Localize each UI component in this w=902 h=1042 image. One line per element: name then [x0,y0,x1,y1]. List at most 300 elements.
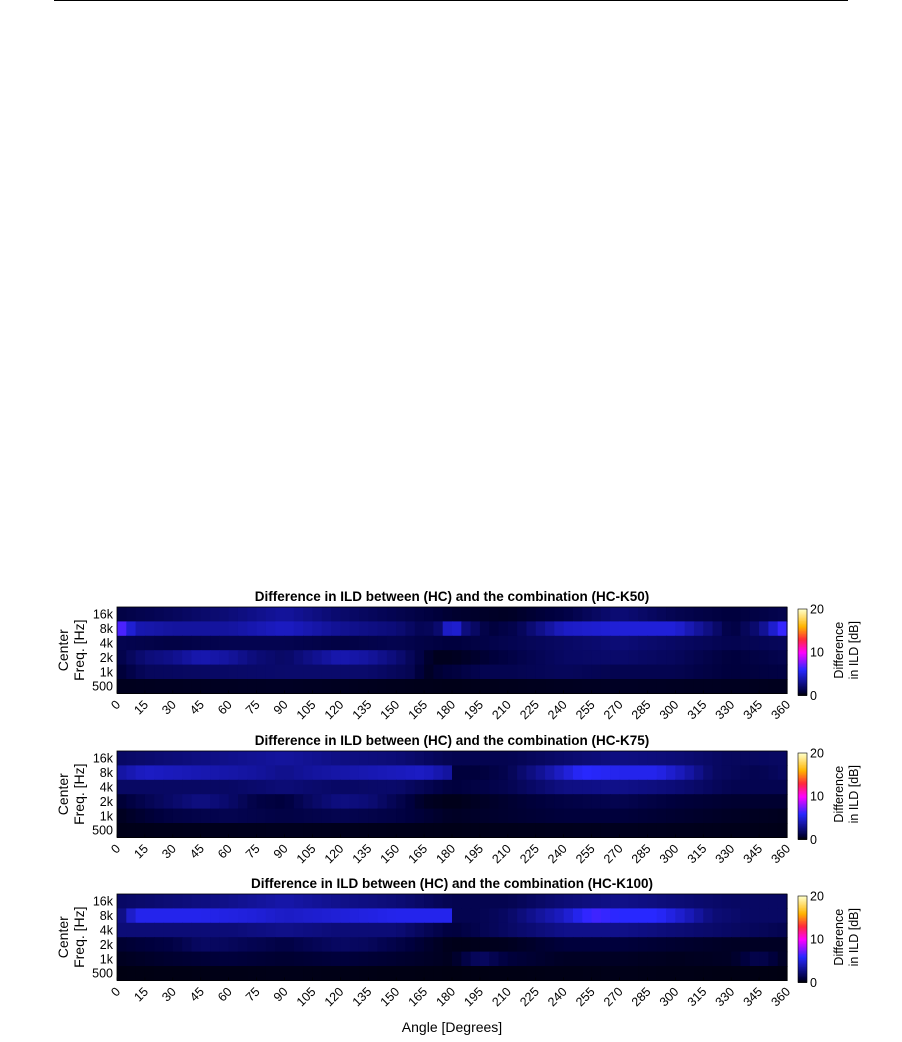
heatmap-cell [638,923,648,938]
heatmap-cell [703,621,713,636]
heatmap-cell [285,607,295,622]
x-tick-label: 165 [405,841,431,867]
heatmap-cell [378,621,388,636]
heatmap-cell [768,923,778,938]
x-tick-label: 195 [461,984,487,1010]
heatmap-cell [722,751,732,766]
heatmap-cell [471,823,481,838]
heatmap-cell [499,650,509,665]
x-tick-label: 60 [215,697,235,718]
y-tick-label: 2k [99,937,113,952]
heatmap-cell [154,823,164,838]
heatmap-cell [219,636,229,651]
heatmap-cell [778,923,788,938]
heatmap-cell [685,621,695,636]
heatmap-cell [378,650,388,665]
heatmap-cell [536,751,546,766]
heatmap-cell [703,679,713,694]
heatmap-cell [405,952,415,967]
heatmap-cell [610,751,620,766]
heatmap-cell [229,751,239,766]
x-tick-label: 0 [108,841,124,857]
heatmap-cell [592,650,602,665]
heatmap-cell [164,621,174,636]
heatmap-cell [778,780,788,795]
heatmap-cell [647,794,657,809]
colorbar-tick-label: 0 [810,688,817,703]
heatmap-cell [424,809,434,824]
heatmap-cell [601,650,611,665]
heatmap-cell [750,751,760,766]
x-tick-label: 330 [712,984,738,1010]
heatmap-cell [675,894,685,909]
heatmap-cell [461,937,471,952]
heatmap-cell [368,923,378,938]
heatmap-cell [247,823,257,838]
heatmap-cell [489,751,499,766]
heatmap-cell [564,809,574,824]
heatmap-cell [443,679,453,694]
heatmap-cell [117,636,127,651]
heatmap-cell [247,952,257,967]
heatmap-cell [210,937,220,952]
heatmap-cell [685,607,695,622]
x-tick-label: 240 [545,841,570,867]
heatmap-cell [461,751,471,766]
heatmap-cell [350,823,360,838]
heatmap-cell [164,952,174,967]
heatmap-cell [508,937,518,952]
heatmap-cell [536,794,546,809]
heatmap-cell [191,679,201,694]
heatmap-cell [554,607,564,622]
heatmap-cell [415,966,425,981]
heatmap-cell [452,794,462,809]
heatmap-cell [638,665,648,680]
colorbar-tick-label: 20 [810,602,824,617]
heatmap-cell [713,809,723,824]
heatmap-cell [638,765,648,780]
heatmap-cell [545,665,555,680]
heatmap-cell [182,952,192,967]
heatmap-cell [126,636,136,651]
heatmap-cell [573,923,583,938]
heatmap-cell [675,650,685,665]
heatmap-cell [508,765,518,780]
heatmap-cell [433,636,443,651]
heatmap-cell [685,952,695,967]
heatmap-cell [424,765,434,780]
heatmap-cell [145,937,155,952]
heatmap-cell [582,894,592,909]
heatmap-cell [554,809,564,824]
heatmap-cell [629,937,639,952]
heatmap-cell [275,780,285,795]
heatmap-cell [219,665,229,680]
heatmap-cell [526,751,536,766]
heatmap-cell [601,923,611,938]
heatmap-cell [750,937,760,952]
heatmap-cell [778,908,788,923]
heatmap-cell [266,607,276,622]
heatmap-cell [703,665,713,680]
heatmap-cell [647,966,657,981]
heatmap-cell [610,636,620,651]
heatmap-cell [731,794,741,809]
heatmap-cell [257,908,267,923]
heatmap-cell [750,966,760,981]
heatmap-cell [145,650,155,665]
heatmap-cell [452,751,462,766]
heatmap-cell [154,923,164,938]
heatmap-cell [526,679,536,694]
heatmap-cell [266,765,276,780]
heatmap-cell [219,952,229,967]
heatmap-cell [471,751,481,766]
x-tick-label: 225 [517,984,542,1010]
heatmap-cell [526,636,536,651]
heatmap-cell [536,765,546,780]
heatmap-cell [592,665,602,680]
heatmap-cell [303,650,313,665]
heatmap-cell [610,809,620,824]
heatmap-cell [229,809,239,824]
x-tick-label: 180 [433,841,459,867]
x-tick-label: 120 [321,841,347,867]
heatmap-cell [471,636,481,651]
heatmap-cell [154,794,164,809]
heatmap-cell [340,823,350,838]
heatmap-cell [210,809,220,824]
x-tick-label: 105 [293,984,319,1010]
heatmap-cell [573,650,583,665]
x-tick-label: 45 [187,697,207,718]
heatmap-cell [461,966,471,981]
heatmap-cell [433,665,443,680]
heatmap-cell [275,908,285,923]
heatmap-cell [275,823,285,838]
heatmap-cell [666,665,676,680]
heatmap-cell [359,665,369,680]
heatmap-cell [257,952,267,967]
x-tick-label: 30 [159,697,179,718]
heatmap-cell [424,607,434,622]
heatmap-cell [368,823,378,838]
heatmap-cell [768,809,778,824]
heatmap-cell [219,621,229,636]
heatmap-cell [331,665,341,680]
heatmap-cell [647,665,657,680]
x-tick-label: 75 [242,841,263,862]
heatmap-cell [145,765,155,780]
heatmap-cell [573,679,583,694]
heatmap-cell [508,923,518,938]
heatmap-cell [768,665,778,680]
heatmap-cell [424,751,434,766]
heatmap-cell [164,751,174,766]
heatmap-cell [359,794,369,809]
heatmap-cell [340,751,350,766]
heatmap-cell [303,780,313,795]
heatmap-cell [219,809,229,824]
heatmap-cell [275,794,285,809]
heatmap-cell [471,679,481,694]
heatmap-cell [443,823,453,838]
heatmap-cell [499,679,509,694]
heatmap-cell [368,765,378,780]
heatmap-cell [722,952,732,967]
heatmap-cell [359,607,369,622]
heatmap-cell [359,780,369,795]
heatmap-cell [740,679,750,694]
heatmap-cell [759,937,769,952]
heatmap-cell [145,823,155,838]
heatmap-cell [480,665,490,680]
heatmap-cell [471,607,481,622]
x-tick-label: 255 [573,697,598,723]
heatmap-cell [396,937,406,952]
heatmap-cell [312,607,322,622]
heatmap-cell [229,636,239,651]
heatmap-cell [740,937,750,952]
heatmap-cell [592,636,602,651]
heatmap-cell [638,894,648,909]
heatmap-cell [703,908,713,923]
heatmap-cell [368,794,378,809]
heatmap-cell [238,823,248,838]
heatmap-cell [201,937,211,952]
heatmap-cell [536,908,546,923]
heatmap-cell [126,894,136,909]
heatmap-cell [582,607,592,622]
heatmap-cell [257,780,267,795]
heatmap-cell [275,765,285,780]
panel-title: Difference in ILD between (HC) and the combination (HC-K50) [254,589,650,604]
colorbar-label: in ILD [dB] [847,765,861,824]
heatmap-cell [713,823,723,838]
heatmap-cell [275,894,285,909]
heatmap-cell [657,966,667,981]
heatmap-cell [145,679,155,694]
heatmap-cell [703,894,713,909]
heatmap-cell [461,665,471,680]
x-tick-label: 90 [270,697,291,718]
heatmap-cell [136,809,146,824]
heatmap-cell [257,621,267,636]
heatmap-cell [117,937,127,952]
heatmap-cell [685,636,695,651]
heatmap-cell [257,679,267,694]
heatmap-cell [182,621,192,636]
heatmap-cell [136,650,146,665]
heatmap-cell [219,650,229,665]
x-tick-label: 345 [740,984,766,1010]
heatmap-cell [685,665,695,680]
heatmap-cell [322,937,332,952]
heatmap-cell [620,908,630,923]
heatmap-cell [312,794,322,809]
x-tick-label: 240 [545,697,570,723]
heatmap-cell [461,621,471,636]
heatmap-cell [145,751,155,766]
panel-title: Difference in ILD between (HC) and the combination (HC-K75) [254,733,650,748]
heatmap-cell [229,908,239,923]
heatmap-cell [592,894,602,909]
heatmap-cell [247,923,257,938]
heatmap-cell [499,607,509,622]
heatmap-cell [620,966,630,981]
x-tick-label: 90 [270,841,291,862]
heatmap-cell [759,809,769,824]
heatmap-cell [322,765,332,780]
heatmap-cell [219,894,229,909]
x-tick-label: 135 [349,841,375,867]
heatmap-cell [722,894,732,909]
heatmap-cell [247,665,257,680]
y-axis-label: Center [55,916,71,959]
heatmap-cell [647,894,657,909]
heatmap-cell [554,908,564,923]
heatmap-cell [117,809,127,824]
heatmap-cell [657,665,667,680]
heatmap-cell [117,794,127,809]
heatmap-cell [173,923,183,938]
heatmap-cell [443,809,453,824]
heatmap-cell [331,794,341,809]
heatmap-cell [564,751,574,766]
heatmap-cell [452,665,462,680]
heatmap-cell [191,650,201,665]
heatmap-cell [582,937,592,952]
heatmap-cell [322,794,332,809]
heatmap-cell [294,751,304,766]
heatmap-cell [229,937,239,952]
heatmap-cell [461,636,471,651]
heatmap-cell [154,636,164,651]
heatmap-cell [126,751,136,766]
heatmap-cell [387,665,397,680]
heatmap-cell [415,823,425,838]
heatmap-cell [554,794,564,809]
heatmap-cell [415,751,425,766]
heatmap-cell [275,923,285,938]
heatmap-cell [638,636,648,651]
heatmap-cell [266,679,276,694]
heatmap-panel-2 [55,733,861,866]
heatmap-cell [675,780,685,795]
heatmap-cell [471,809,481,824]
heatmap-cell [443,751,453,766]
heatmap-cell [312,636,322,651]
heatmap-cell [229,665,239,680]
heatmap-cell [145,621,155,636]
heatmap-cell [285,780,295,795]
x-tick-label: 330 [712,841,738,867]
heatmap-cell [433,809,443,824]
heatmap-cell [685,751,695,766]
heatmap-cell [173,636,183,651]
heatmap-cell [731,636,741,651]
heatmap-cell [536,952,546,967]
heatmap-cell [731,823,741,838]
x-tick-label: 315 [684,697,710,723]
heatmap-cell [638,908,648,923]
heatmap-cell [275,607,285,622]
heatmap-cell [331,966,341,981]
heatmap-cell [136,765,146,780]
heatmap-cell [703,780,713,795]
heatmap-cell [433,966,443,981]
heatmap-cell [405,607,415,622]
heatmap-cell [415,952,425,967]
heatmap-cell [368,665,378,680]
heatmap-cell [471,650,481,665]
heatmap-cell [601,966,611,981]
heatmap-cell [750,894,760,909]
heatmap-cell [703,650,713,665]
y-tick-label: 500 [92,823,113,838]
heatmap-cell [452,765,462,780]
heatmap-cell [666,650,676,665]
heatmap-cell [620,650,630,665]
heatmap-cell [433,679,443,694]
heatmap-cell [368,894,378,909]
heatmap-cell [145,607,155,622]
heatmap-cell [164,765,174,780]
heatmap-cell [675,908,685,923]
heatmap-cell [154,966,164,981]
heatmap-cell [657,937,667,952]
heatmap-cell [610,607,620,622]
heatmap-cell [210,679,220,694]
heatmap-cell [182,937,192,952]
heatmap-cell [303,894,313,909]
heatmap-cell [210,765,220,780]
heatmap-cell [303,923,313,938]
heatmap-cell [350,665,360,680]
heatmap-cell [508,607,518,622]
heatmap-cell [117,751,127,766]
heatmap-cell [126,650,136,665]
heatmap-cell [331,679,341,694]
heatmap-cell [601,621,611,636]
heatmap-cell [415,665,425,680]
heatmap-cell [257,966,267,981]
heatmap-cell [173,908,183,923]
heatmap-cell [573,765,583,780]
heatmap-cell [322,908,332,923]
heatmap-cell [303,937,313,952]
heatmap-cell [554,952,564,967]
y-axis-label: Freq. [Hz] [71,619,87,681]
heatmap-cell [247,650,257,665]
heatmap-cell [378,765,388,780]
heatmap-cell [647,780,657,795]
heatmap-cell [378,823,388,838]
heatmap-cell [173,665,183,680]
heatmap-cell [620,751,630,766]
heatmap-cell [731,809,741,824]
heatmap-cell [564,765,574,780]
heatmap-cell [759,923,769,938]
heatmap-cell [675,765,685,780]
heatmap-cell [182,607,192,622]
heatmap-cell [415,679,425,694]
heatmap-cell [675,621,685,636]
colorbar-label: Difference [832,765,846,823]
heatmap-cell [266,823,276,838]
heatmap-cell [210,923,220,938]
